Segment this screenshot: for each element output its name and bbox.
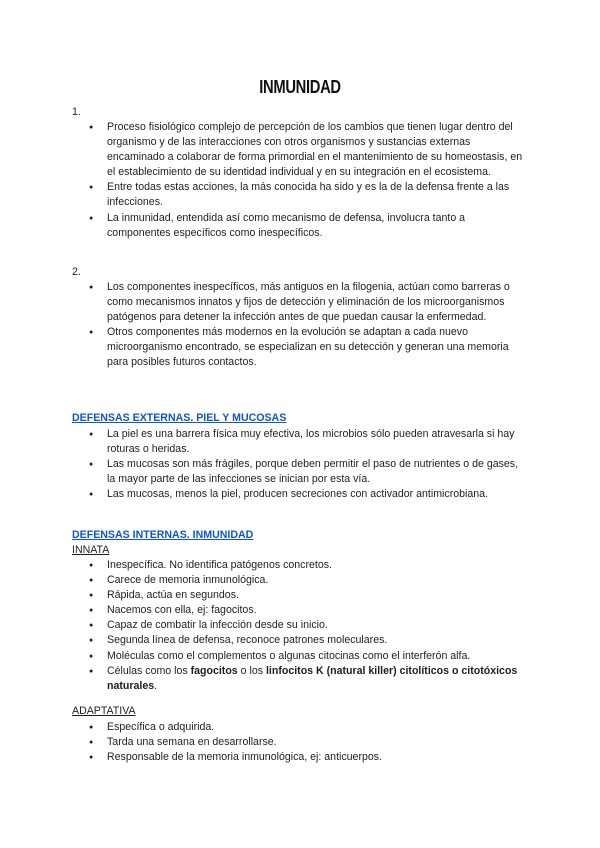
- section-number-1: 1.: [72, 106, 81, 118]
- list-item-celulas: [72, 664, 527, 694]
- list-item: ● Inespecífica. No identifica patógenos concretos.: [72, 558, 527, 573]
- list-item: ● Entre todas estas acciones, la más conocida ha sido y es la de la defensa frente a las infecciones.: [72, 180, 527, 210]
- section-2-list: [72, 280, 527, 371]
- list-item: ● Segunda línea de defensa, reconoce patrones moleculares.: [72, 633, 527, 648]
- list-item: ● Carece de memoria inmunológica.: [72, 573, 527, 588]
- list-item: ● Moléculas como el complementos o algunas citocinas como el interferón alfa.: [72, 649, 527, 664]
- list-item: ● Las mucosas, menos la piel, producen secreciones con activador antimicrobiana.: [72, 487, 527, 502]
- innata-list: [72, 558, 527, 694]
- list-item: ● La inmunidad, entendida así como mecanismo de defensa, involucra tanto a componentes específicos como inespecíficos.: [72, 211, 527, 241]
- list-item: ● Proceso fisiológico complejo de percepción de los cambios que tienen lugar dentro del organismo y de las interacciones con otros organismos y sustancias externas encaminado a colaborar de forma primordial en el mantenimiento de su homeostasis, en el establecimiento de su identidad individual y en su integración en el ecosistema.: [72, 120, 527, 180]
- heading-defensas-internas[interactable]: DEFENSAS INTERNAS. INMUNIDAD: [72, 529, 254, 541]
- celulas-prefix: Células como los: [107, 664, 191, 677]
- list-item: ● Tarda una semana en desarrollarse.: [72, 735, 527, 750]
- celulas-linfocitos: linfocitos K (natural killer) citolíticos o citotóxicos naturales: [107, 664, 518, 692]
- list-item: ● Responsable de la memoria inmunológica, ej: anticuerpos.: [72, 750, 527, 765]
- page-title: INMUNIDAD: [259, 77, 341, 97]
- list-item: ● Nacemos con ella, ej: fagocitos.: [72, 603, 527, 618]
- subheading-innata: INNATA: [72, 544, 110, 556]
- list-item: ● La piel es una barrera física muy efectiva, los microbios sólo pueden atravesarla si hay roturas o heridas.: [72, 427, 527, 457]
- celulas-mid: o los: [237, 664, 266, 677]
- adaptativa-list: [72, 720, 527, 765]
- list-item: ● Otros componentes más modernos en la evolución se adaptan a cada nuevo microorganismo encontrado, se especializan en su detección y generan una memoria para posibles futuros contactos.: [72, 325, 527, 370]
- externas-list: [72, 427, 527, 502]
- list-item: ● Las mucosas son más frágiles, porque deben permitir el paso de nutrientes o de gases, la mayor parte de las infecciones se inician por esta vía.: [72, 457, 527, 487]
- list-item: ● Capaz de combatir la infección desde su inicio.: [72, 618, 527, 633]
- subheading-adaptativa: ADAPTATIVA: [72, 705, 136, 717]
- celulas-fagocitos: fagocitos: [190, 664, 238, 677]
- list-item: ● Rápida, actúa en segundos.: [72, 588, 527, 603]
- celulas-suffix: .: [154, 679, 158, 692]
- list-item: ● Específica o adquirida.: [72, 720, 527, 735]
- heading-defensas-externas[interactable]: DEFENSAS EXTERNAS. PIEL Y MUCOSAS: [72, 412, 287, 424]
- list-item: ● Los componentes inespecíficos, más antiguos en la filogenia, actúan como barreras o como mecanismos innatos y fijos de detección y eliminación de los microorganismos patógenos para detener la infección antes de que puedan causar la enfermedad.: [72, 280, 527, 325]
- section-1-list: [72, 120, 527, 241]
- section-number-2: 2.: [72, 266, 81, 278]
